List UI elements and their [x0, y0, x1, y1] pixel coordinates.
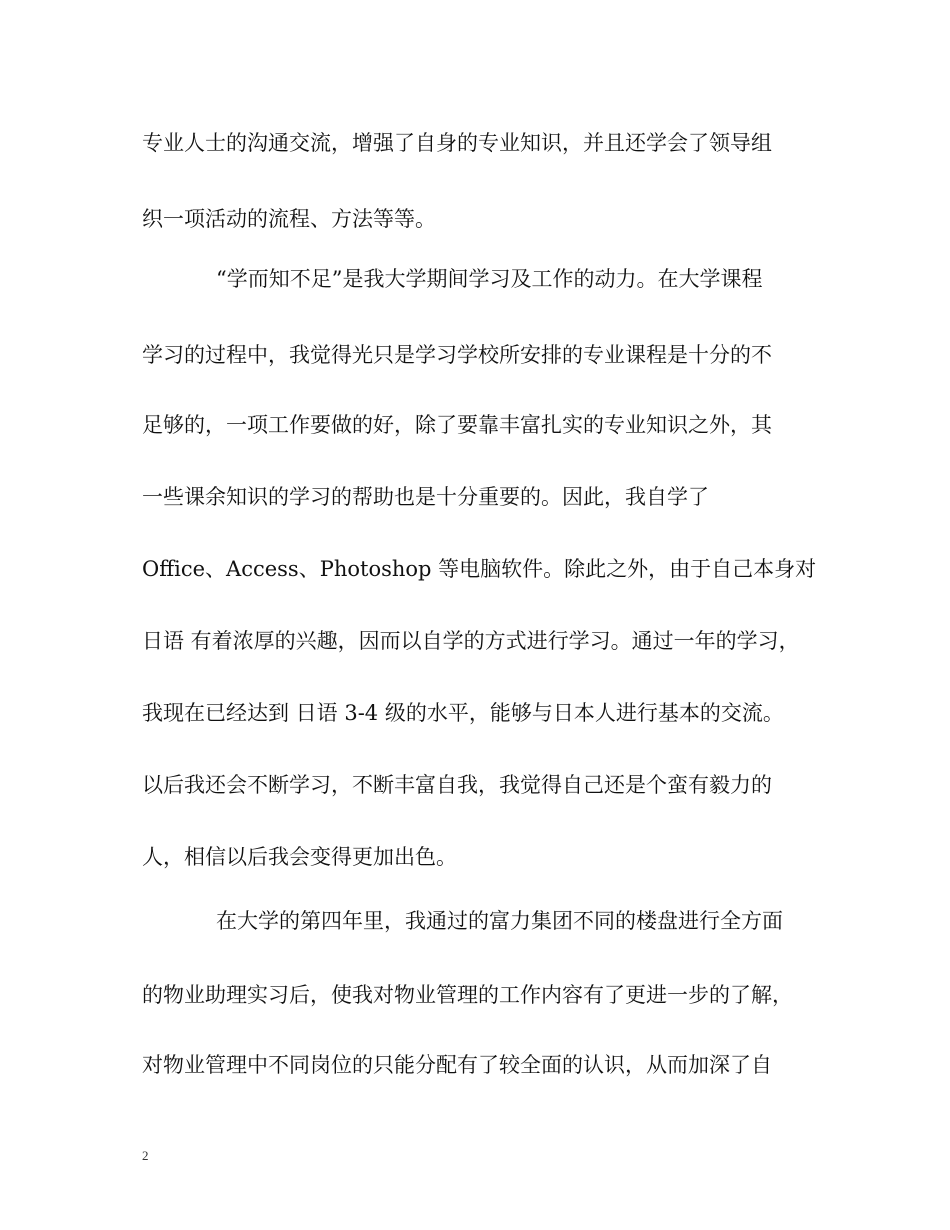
text-line: 足够的，一项工作要做的好，除了要靠丰富扎实的专业知识之外，其 — [142, 413, 772, 437]
text-line: 学习的过程中，我觉得光只是学习学校所安排的专业课程是十分的不 — [142, 343, 772, 367]
text-line: 我现在已经达到 日语 3-4 级的水平，能够与日本人进行基本的交流。 — [142, 701, 784, 725]
text-line: 织一项活动的流程、方法等等。 — [142, 207, 436, 231]
text-line: 日语 有着浓厚的兴趣，因而以自学的方式进行学习。通过一年的学习， — [142, 629, 800, 653]
text-line: Office、Access、Photoshop 等电脑软件。除此之外，由于自己本身对 — [142, 557, 817, 581]
text-line: 人，相信以后我会变得更加出色。 — [142, 845, 457, 869]
text-line: 对物业管理中不同岗位的只能分配有了较全面的认识，从而加深了自 — [142, 1053, 772, 1077]
text-line: 一些课余知识的学习的帮助也是十分重要的。因此，我自学了 — [142, 485, 709, 509]
text-line: 的物业助理实习后，使我对物业管理的工作内容有了更进一步的了解， — [142, 983, 793, 1007]
paragraph-start-line: “学而知不足”是我大学期间学习及工作的动力。在大学课程 — [216, 267, 763, 291]
text-line: 以后我还会不断学习，不断丰富自我，我觉得自己还是个蛮有毅力的 — [142, 773, 772, 797]
page-number: 2 — [142, 1148, 149, 1163]
text-line: 专业人士的沟通交流，增强了自身的专业知识，并且还学会了领导组 — [142, 131, 772, 155]
paragraph-start-line: 在大学的第四年里，我通过的富力集团不同的楼盘进行全方面 — [216, 909, 783, 933]
